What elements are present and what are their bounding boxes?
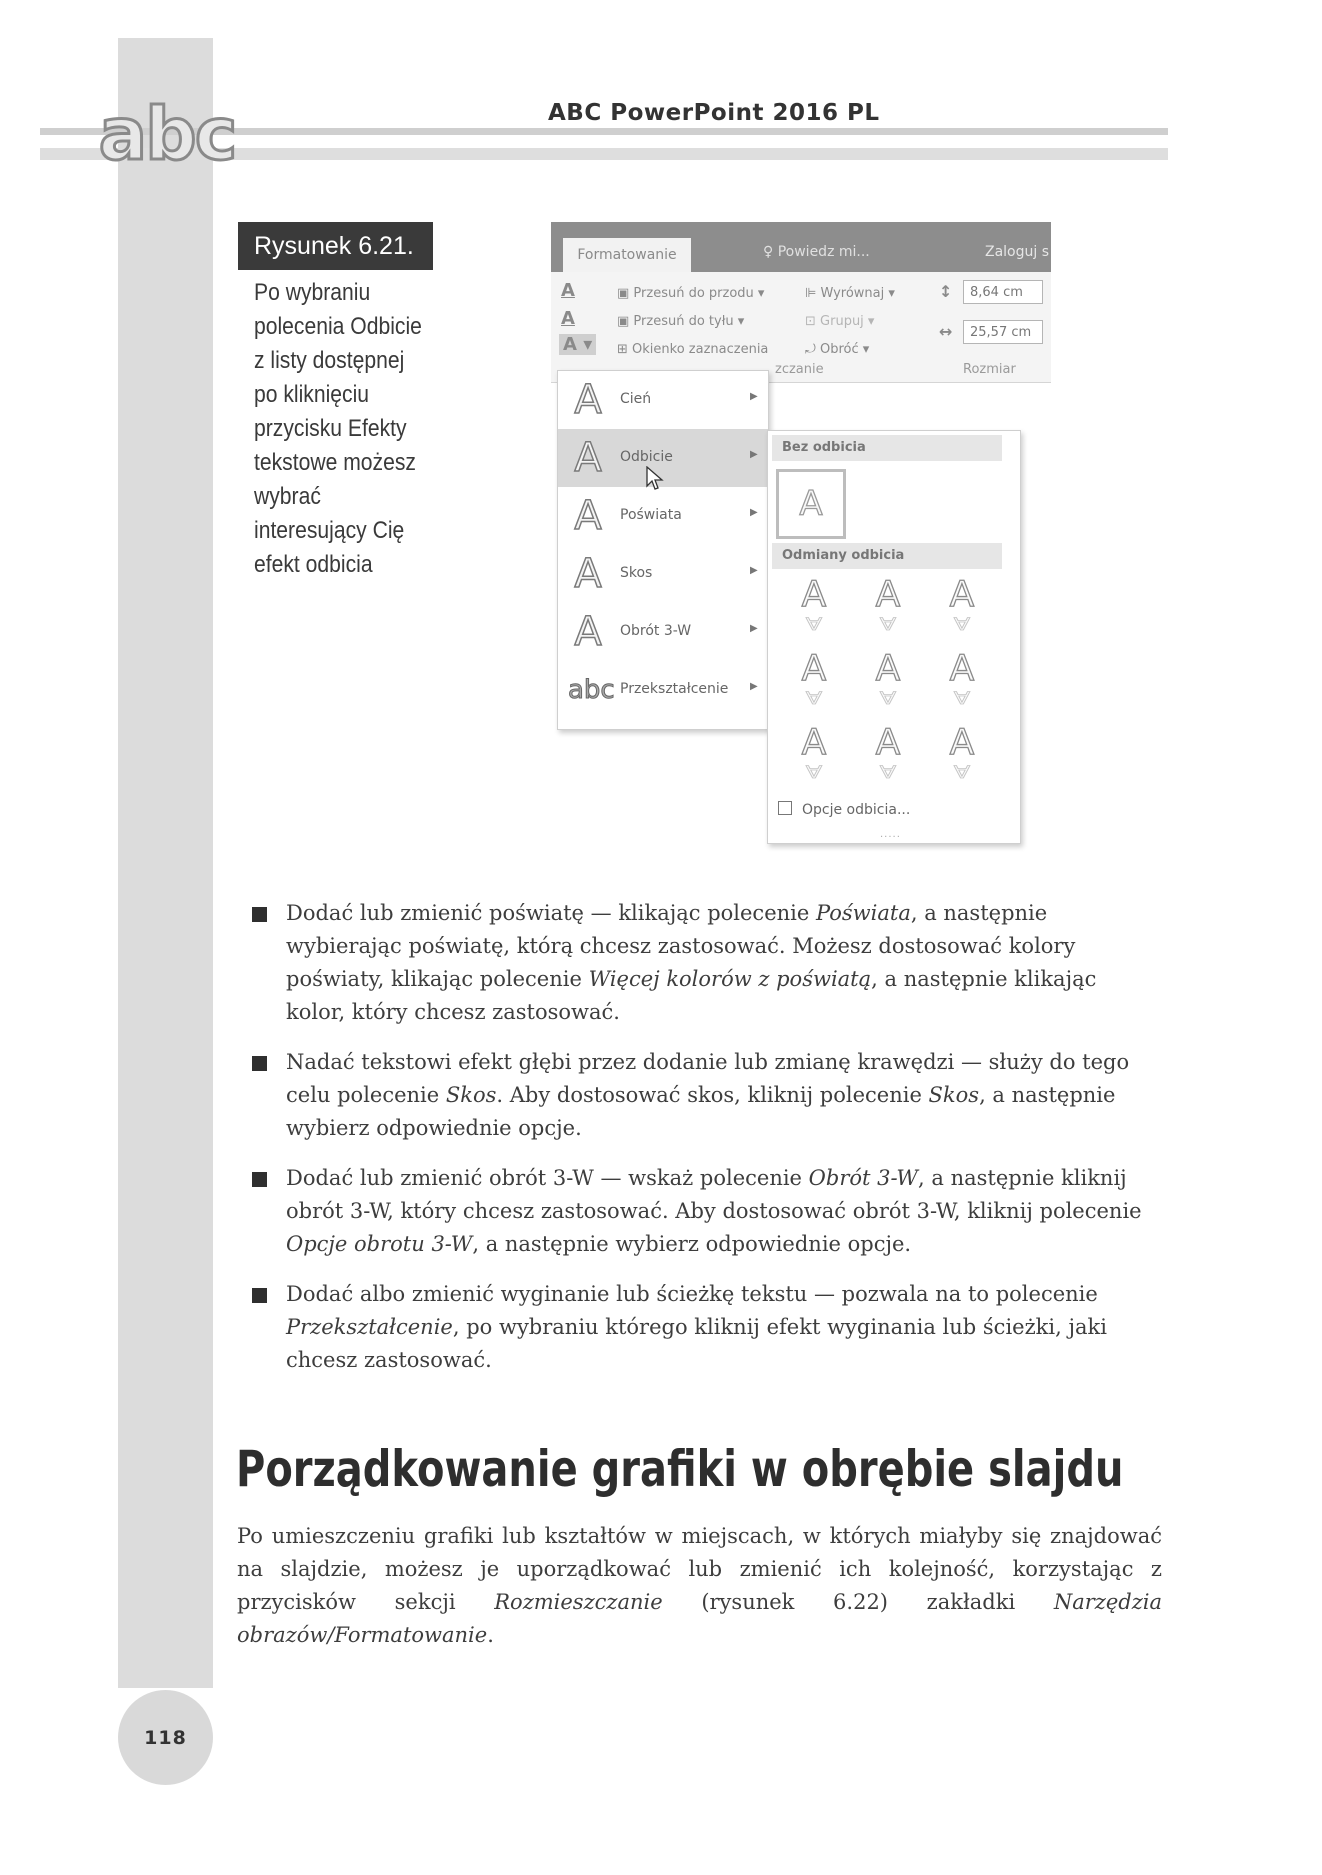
bullet-item [252,1162,1152,1261]
reflection-options-label: Opcje odbicia... [802,802,911,818]
send-backward-button[interactable]: ▣ Przesuń do tyłu ▾ [617,314,745,329]
no-reflection-icon: A [799,484,823,524]
reflection-variation[interactable]: A A [875,648,901,707]
bring-forward-button[interactable]: ▣ Przesuń do przodu ▾ [617,286,765,301]
chevron-right-icon: ▶ [750,391,758,402]
square-bullet-icon [252,907,267,922]
width-icon: ↔ [939,322,953,341]
series-logo [92,92,242,176]
selection-pane-label: Okienko zaznaczenia [632,342,769,357]
selection-pane-button[interactable]: ⊞ Okienko zaznaczenia [617,342,769,357]
section-heading: Porządkowanie grafiki w obrębie slajdu [236,1440,1124,1498]
reflection-options-item[interactable] [778,801,910,818]
italic-term: Skos [445,1083,497,1107]
no-reflection-header: Bez odbicia [772,435,1002,461]
italic-term: Więcej kolorów z poświatą [588,967,872,991]
text-run: , a następnie klikając kolor, który chcesz zastosować. [286,967,1097,1024]
running-title: ABC PowerPoint 2016 PL [548,100,880,126]
reflection-variation[interactable]: A A [801,648,827,707]
menu-item-label: Odbicie [620,449,673,465]
text-effects-icon[interactable]: A ▾ [559,334,596,355]
figure-label: Rysunek 6.21. [238,222,433,270]
reflection-variations-header: Odmiany odbicia [772,543,1002,569]
tell-me-label: Powiedz mi... [777,244,870,260]
text-outline-icon[interactable]: A [561,308,575,329]
menu-item-bevel[interactable] [558,545,768,603]
menu-item-label: Obrót 3-W [620,623,692,639]
bring-forward-label: Przesuń do przodu [633,286,754,301]
square-bullet-icon [252,1056,267,1071]
page-number: 118 [144,1726,187,1749]
italic-term: Opcje obrotu 3-W [286,1232,473,1256]
menu-item-transform[interactable] [558,661,768,719]
rotate-label: Obróć [819,342,859,357]
menu-item-shadow[interactable] [558,371,768,429]
menu-item-label: Przekształcenie [620,681,729,697]
shadow-effect-icon: A [574,377,602,423]
reflection-options-icon [778,801,792,815]
text-run: , a następnie kliknij obrót 3-W, który chcesz zastosować. Aby dostosować obrót 3-W, kliknij polecenie [286,1166,1142,1223]
italic-term: Rozmieszczanie [494,1590,663,1614]
menu-item-glow[interactable] [558,487,768,545]
reflection-variation[interactable]: A A [949,648,975,707]
group-button[interactable]: ⊡ Grupuj ▾ [805,314,875,329]
mouse-cursor-icon [646,466,664,492]
text-run: Dodać albo zmienić wyginanie lub ścieżkę tekstu — pozwala na to polecenie [286,1282,1098,1306]
bevel-effect-icon: A [574,551,602,597]
text-run: Dodać lub zmienić obrót 3-W — wskaż polecenie [286,1166,809,1190]
no-reflection-option[interactable] [776,469,846,539]
reflection-submenu [767,430,1021,844]
transform-effect-icon: abc [568,675,615,705]
italic-term: Obrót 3-W [808,1166,919,1190]
3d-rotation-effect-icon: A [574,609,602,655]
bullet-item [252,1046,1152,1145]
group-label-arrange: zczanie [775,362,824,377]
text-run: , a następnie wybierz odpowiednie opcje. [286,1083,1116,1140]
rotate-button[interactable]: ⤾ Obróć ▾ [805,342,870,357]
glow-effect-icon: A [574,493,602,539]
text-run: . Aby dostosować skos, kliknij polecenie [496,1083,929,1107]
chevron-right-icon: ▶ [750,507,758,518]
figure-caption: Po wybraniu polecenia Odbicie z listy dostępnej po kliknięciu przycisku Efekty tekstowe możesz wybrać interesujący Cię efekt odbicia [254,279,422,578]
chevron-right-icon: ▶ [750,623,758,634]
send-backward-label: Przesuń do tyłu [633,314,734,329]
square-bullet-icon [252,1288,267,1303]
menu-item-3d-rotation[interactable] [558,603,768,661]
text-run: . [487,1623,494,1647]
menu-item-label: Poświata [620,507,682,523]
login-link[interactable]: Zaloguj s [985,244,1050,260]
resize-grip[interactable]: ..... [880,829,901,840]
height-field[interactable]: 8,64 cm [963,280,1043,304]
figure-screenshot [551,222,1051,842]
italic-term: Poświata [815,901,911,925]
ribbon-body [551,272,1051,383]
reflection-variation[interactable]: A A [801,722,827,781]
italic-term: Narzędzia obrazów/Formatowanie [237,1590,1162,1647]
align-button[interactable]: ⊫ Wyrównaj ▾ [805,286,895,301]
text-effects-menu [557,370,769,730]
chevron-right-icon: ▶ [750,681,758,692]
lightbulb-icon: ♀ [763,244,778,260]
bullet-item [252,897,1152,1029]
align-label: Wyrównaj [820,286,885,301]
group-label-size: Rozmiar [963,362,1016,377]
tab-formatowanie[interactable]: Formatowanie [563,238,691,272]
menu-item-label: Skos [620,565,653,581]
reflection-variation[interactable]: A A [875,574,901,633]
reflection-effect-icon: A [574,435,602,481]
ribbon-tab-bar [551,222,1051,272]
reflection-variation[interactable]: A A [949,574,975,633]
reflection-variation[interactable]: A A [949,722,975,781]
menu-item-label: Cień [620,391,652,407]
height-icon: ↕ [939,282,953,301]
bullet-item [252,1278,1152,1377]
italic-term: Przekształcenie [286,1315,453,1339]
reflection-variation[interactable]: A A [875,722,901,781]
bullet-list [252,897,1152,1394]
chevron-right-icon: ▶ [750,449,758,460]
body-paragraph [237,1520,1162,1652]
text-run: , po wybraniu którego kliknij efekt wyginania lub ścieżki, jaki chcesz zastosować. [286,1315,1107,1372]
italic-term: Skos [928,1083,980,1107]
page-number-badge [118,1690,213,1785]
text-run: , a następnie wybierz odpowiednie opcje. [472,1232,912,1256]
tell-me-box[interactable] [763,244,870,260]
text-run: , a następnie wybierając poświatę, którą chcesz zastosować. Możesz dostosować kolory poświaty, klikając polecenie [286,901,1076,991]
text-fill-icon[interactable]: A [561,280,575,301]
logo-text: abc [98,92,236,176]
chevron-right-icon: ▶ [750,565,758,576]
text-run: Dodać lub zmienić poświatę — klikając polecenie [286,901,816,925]
square-bullet-icon [252,1172,267,1187]
side-band [118,38,213,1688]
text-run: Nadać tekstowi efekt głębi przez dodanie lub zmianę krawędzi — służy do tego celu polecenie [286,1050,1130,1107]
text-run: (rysunek 6.22) zakładki [662,1590,1054,1614]
reflection-variation[interactable]: A A [801,574,827,633]
width-field[interactable]: 25,57 cm [963,320,1043,344]
group-label: Grupuj [820,314,864,329]
text-run: Po umieszczeniu grafiki lub kształtów w miejscach, w których miałyby się znajdować na slajdzie, możesz je uporządkować lub zmienić ich kolejność, korzystając z przycisków sekcji [237,1524,1162,1614]
